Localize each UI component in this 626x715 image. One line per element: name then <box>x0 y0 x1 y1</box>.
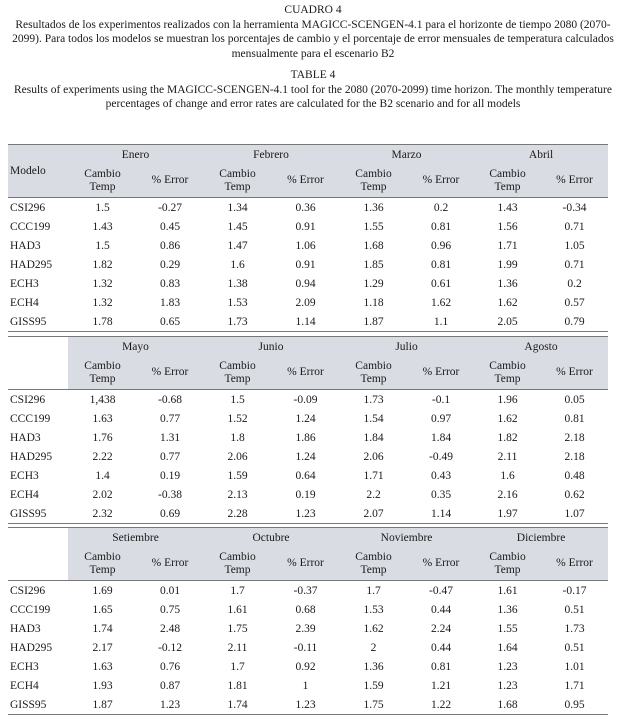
cambio-temp-cell: 1.73 <box>203 312 272 332</box>
model-name: CCC199 <box>10 220 51 233</box>
temp-label: Temp <box>360 563 387 576</box>
error-header: % Error <box>137 164 203 198</box>
cambio-temp-header <box>203 164 272 198</box>
cambio-label: Cambio <box>84 550 121 563</box>
error-cell: 1.22 <box>408 695 474 715</box>
error-cell: 0.64 <box>295 469 316 482</box>
model-column-header <box>8 337 68 390</box>
cambio-temp-cell: 1.82 <box>92 258 113 271</box>
month-header: Enero <box>68 145 203 165</box>
cambio-temp-cell: 1.73 <box>363 393 384 406</box>
cambio-temp-cell: 1.7 <box>230 660 245 673</box>
error-cell: 1.86 <box>295 431 316 444</box>
error-cell: 0.65 <box>137 312 203 332</box>
error-cell: 0.48 <box>564 469 585 482</box>
error-cell: -0.1 <box>431 393 451 406</box>
table-block-2 <box>8 336 608 524</box>
cambio-temp-cell: 2.11 <box>497 450 518 463</box>
error-header: % Error <box>541 164 608 198</box>
cambio-temp-cell: 1.81 <box>227 679 248 692</box>
error-cell: 1.24 <box>295 450 316 463</box>
error-header: % Error <box>272 164 339 198</box>
model-name: ECH3 <box>10 660 39 673</box>
cambio-label: Cambio <box>355 550 392 563</box>
model-name: HAD3 <box>10 239 41 252</box>
cambio-temp-cell: 2.02 <box>92 488 113 501</box>
table-row <box>8 428 608 447</box>
temp-label: Temp <box>360 180 387 193</box>
month-header-row <box>8 528 608 548</box>
cambio-label: Cambio <box>219 359 256 372</box>
error-cell: 0.29 <box>159 258 181 271</box>
error-cell: 2.24 <box>430 622 452 635</box>
error-cell: 0.35 <box>430 488 452 501</box>
error-cell: 1.23 <box>137 695 203 715</box>
month-header: Julio <box>339 337 474 357</box>
error-cell: 0.77 <box>159 450 181 463</box>
month-header: Setiembre <box>68 528 203 548</box>
caption-en-title: TABLE 4 <box>290 69 336 81</box>
cambio-temp-cell: 1.36 <box>497 277 518 290</box>
table-row <box>8 236 608 255</box>
error-cell: 2.09 <box>295 296 316 309</box>
error-cell: 1.07 <box>541 504 608 524</box>
month-header-row <box>8 145 608 165</box>
model-column-header <box>8 528 68 581</box>
model-name: ECH3 <box>10 469 39 482</box>
cambio-temp-cell: 1.78 <box>68 312 137 332</box>
model-name: HAD295 <box>10 450 53 463</box>
cambio-temp-header <box>339 547 408 581</box>
error-cell: 0.01 <box>159 584 181 597</box>
error-cell: 0.2 <box>567 277 582 290</box>
cambio-temp-cell: 1.87 <box>68 695 137 715</box>
cambio-temp-cell: 1.68 <box>363 239 384 252</box>
model-name: HAD295 <box>10 258 53 271</box>
cambio-temp-cell: 1.61 <box>497 584 518 597</box>
table-row <box>8 390 608 410</box>
month-header: Mayo <box>68 337 203 357</box>
error-cell: 2.39 <box>295 622 316 635</box>
error-cell: 0.87 <box>159 679 181 692</box>
cambio-temp-cell: 1.62 <box>363 622 384 635</box>
model-name: CCC199 <box>10 412 51 425</box>
error-cell: 0.61 <box>430 277 452 290</box>
temp-label: Temp <box>224 180 251 193</box>
temp-label: Temp <box>89 563 116 576</box>
error-header: % Error <box>408 356 474 390</box>
model-name: HAD295 <box>10 641 53 654</box>
cambio-label: Cambio <box>489 167 526 180</box>
error-cell: 1.31 <box>159 431 181 444</box>
error-header: % Error <box>137 547 203 581</box>
table-row <box>8 255 608 274</box>
error-cell: 0.62 <box>564 488 585 501</box>
cambio-temp-cell: 1.63 <box>92 660 113 673</box>
error-cell: 0.81 <box>430 660 452 673</box>
model-name: HAD3 <box>10 431 41 444</box>
table-row <box>8 619 608 638</box>
error-cell: 0.91 <box>295 258 316 271</box>
caption-es-title: CUADRO 4 <box>284 4 342 16</box>
cambio-temp-header <box>339 356 408 390</box>
temp-label: Temp <box>89 180 116 193</box>
cambio-temp-cell: 1.59 <box>363 679 384 692</box>
model-name: GISS95 <box>8 504 68 524</box>
model-name: CSI296 <box>10 584 46 597</box>
model-name: GISS95 <box>8 695 68 715</box>
table-row <box>8 485 608 504</box>
cambio-temp-cell: 2.32 <box>68 504 137 524</box>
cambio-temp-cell: 1.71 <box>363 469 384 482</box>
cambio-temp-cell: 1.55 <box>363 220 384 233</box>
error-cell: 0.95 <box>541 695 608 715</box>
cambio-temp-cell: 1.62 <box>497 412 518 425</box>
error-cell: 1.23 <box>272 504 339 524</box>
cambio-temp-header <box>474 356 541 390</box>
error-cell: 0.51 <box>564 641 585 654</box>
error-header: % Error <box>272 547 339 581</box>
error-cell: -0.37 <box>293 584 318 597</box>
cambio-temp-cell: 1.7 <box>230 584 245 597</box>
error-header: % Error <box>408 164 474 198</box>
cambio-temp-cell: 1.32 <box>92 296 113 309</box>
cambio-temp-cell: 1.74 <box>203 695 272 715</box>
cambio-label: Cambio <box>84 359 121 372</box>
error-cell: 0.77 <box>159 412 181 425</box>
temp-label: Temp <box>224 563 251 576</box>
error-cell: -0.38 <box>158 488 182 501</box>
error-cell: 0.44 <box>430 641 452 654</box>
cambio-temp-cell: 1.71 <box>497 239 518 252</box>
cambio-temp-cell: 1.36 <box>363 660 384 673</box>
cambio-temp-cell: 1.34 <box>227 201 248 214</box>
cambio-temp-cell: 1.54 <box>363 412 384 425</box>
error-cell: 0.19 <box>159 469 181 482</box>
error-cell: -0.17 <box>562 584 587 597</box>
table-block-3 <box>8 527 608 715</box>
cambio-temp-cell: 1.74 <box>92 622 113 635</box>
month-header: Abril <box>474 145 608 165</box>
model-name: ECH3 <box>10 277 39 290</box>
cambio-label: Cambio <box>219 167 256 180</box>
error-cell: 0.36 <box>295 201 316 214</box>
table-row <box>8 447 608 466</box>
cambio-temp-cell: 1.53 <box>227 296 248 309</box>
error-cell: 1.06 <box>295 239 316 252</box>
error-cell: 0.83 <box>159 277 181 290</box>
cambio-temp-header <box>203 356 272 390</box>
table-row <box>8 676 608 695</box>
table-row <box>8 293 608 312</box>
error-cell: 1.14 <box>408 504 474 524</box>
temp-label: Temp <box>494 180 521 193</box>
error-header: % Error <box>541 547 608 581</box>
error-cell: 1.23 <box>272 695 339 715</box>
table-row <box>8 217 608 236</box>
month-header-row <box>8 337 608 357</box>
error-header: % Error <box>408 547 474 581</box>
cambio-label: Cambio <box>355 359 392 372</box>
error-cell: 0.91 <box>295 220 316 233</box>
cambio-temp-cell: 2.28 <box>203 504 272 524</box>
error-cell: 0.92 <box>295 660 316 673</box>
cambio-temp-cell: 1.6 <box>500 469 515 482</box>
cambio-temp-cell: 1.43 <box>497 201 518 214</box>
error-cell: 1.01 <box>564 660 585 673</box>
subheader-row <box>8 164 608 198</box>
cambio-label: Cambio <box>84 167 121 180</box>
temp-label: Temp <box>494 563 521 576</box>
model-name: ECH4 <box>10 679 39 692</box>
error-cell: 0.2 <box>433 201 449 214</box>
error-cell: 2.18 <box>564 431 585 444</box>
cambio-temp-header <box>68 356 137 390</box>
error-cell: 0.81 <box>430 258 452 271</box>
cambio-temp-cell: 1.56 <box>497 220 518 233</box>
error-cell: -0.34 <box>562 201 587 214</box>
error-cell: 0.51 <box>564 603 585 616</box>
table-row <box>8 504 608 524</box>
cambio-temp-cell: 1.29 <box>363 277 384 290</box>
cambio-temp-cell: 2 <box>370 641 377 654</box>
error-cell: 1.14 <box>272 312 339 332</box>
cambio-label: Cambio <box>489 359 526 372</box>
cambio-temp-cell: 2.06 <box>227 450 248 463</box>
cambio-temp-cell: 1.45 <box>227 220 248 233</box>
error-cell: 0.69 <box>137 504 203 524</box>
cambio-temp-cell: 1.47 <box>227 239 248 252</box>
cambio-temp-cell: 1.53 <box>363 603 384 616</box>
cambio-temp-cell: 2.17 <box>92 641 113 654</box>
error-cell: -0.27 <box>158 201 182 214</box>
error-cell: 0.86 <box>159 239 181 252</box>
error-cell: 0.71 <box>564 220 585 233</box>
cambio-temp-cell: 1.63 <box>92 412 113 425</box>
error-cell: 1.73 <box>564 622 585 635</box>
cambio-label: Cambio <box>489 550 526 563</box>
month-header: Octubre <box>203 528 339 548</box>
error-header: % Error <box>541 356 608 390</box>
cambio-temp-cell: 1.4 <box>95 469 110 482</box>
cambio-temp-cell: 1.8 <box>230 431 245 444</box>
cambio-temp-cell: 1.6 <box>230 258 245 271</box>
table-row <box>8 198 608 218</box>
cambio-temp-cell: 1.5 <box>95 201 110 214</box>
cambio-temp-header <box>68 164 137 198</box>
model-column-header: Modelo <box>8 145 68 198</box>
month-header: Noviembre <box>339 528 474 548</box>
error-cell: 0.96 <box>430 239 452 252</box>
cambio-temp-cell: 1.23 <box>497 660 518 673</box>
cambio-temp-cell: 2.11 <box>227 641 248 654</box>
error-cell: -0.11 <box>293 641 318 654</box>
cambio-temp-cell: 1.23 <box>497 679 518 692</box>
model-name: CCC199 <box>10 603 51 616</box>
cambio-label: Cambio <box>219 550 256 563</box>
error-cell: -0.09 <box>293 393 318 406</box>
month-header: Febrero <box>203 145 339 165</box>
cambio-temp-header <box>68 547 137 581</box>
month-header: Junio <box>203 337 339 357</box>
table-row <box>8 657 608 676</box>
cambio-temp-cell: 1.65 <box>92 603 113 616</box>
subheader-row <box>8 356 608 390</box>
cambio-temp-cell: 1.99 <box>497 258 518 271</box>
error-cell: -0.68 <box>158 393 182 406</box>
cambio-temp-header <box>339 164 408 198</box>
cambio-temp-cell: 1.18 <box>363 296 384 309</box>
cambio-temp-cell: 1.93 <box>92 679 113 692</box>
error-header: % Error <box>137 356 203 390</box>
cambio-temp-header <box>474 547 541 581</box>
cambio-temp-cell: 2.2 <box>366 488 381 501</box>
error-cell: -0.49 <box>429 450 453 463</box>
cambio-temp-cell: 2.06 <box>363 450 384 463</box>
cambio-temp-cell: 1.36 <box>497 603 518 616</box>
cambio-temp-cell: 2.22 <box>92 450 113 463</box>
cambio-temp-cell: 1.68 <box>474 695 541 715</box>
table-row <box>8 581 608 601</box>
cambio-temp-cell: 1.36 <box>363 201 384 214</box>
error-cell: -0.47 <box>429 584 453 597</box>
cambio-temp-cell: 1.55 <box>497 622 518 635</box>
cambio-temp-cell: 1.82 <box>497 431 518 444</box>
error-cell: 0.76 <box>159 660 181 673</box>
table-row <box>8 600 608 619</box>
cambio-temp-cell: 1.59 <box>227 469 248 482</box>
cambio-temp-cell: 1.76 <box>92 431 113 444</box>
error-cell: 0.44 <box>430 603 452 616</box>
error-cell: 1.62 <box>430 296 452 309</box>
temp-label: Temp <box>360 372 387 385</box>
month-header: Diciembre <box>474 528 608 548</box>
model-name: CSI296 <box>10 393 46 406</box>
error-cell: 1.21 <box>430 679 452 692</box>
error-cell: 1.84 <box>430 431 452 444</box>
caption-en-text: Results of experiments using the MAGICC-SCENGEN-4.1 tool for the 2080 (2070-2099) time horizon. The monthly temperature percentages of change and error rates are calculated for the B2 scenario and for all models <box>13 83 612 110</box>
cambio-temp-cell: 2.07 <box>339 504 408 524</box>
table-row <box>8 312 608 332</box>
error-header: % Error <box>272 356 339 390</box>
error-cell: 0.43 <box>430 469 452 482</box>
cambio-temp-cell: 2.13 <box>227 488 248 501</box>
cambio-temp-cell: 1.61 <box>227 603 248 616</box>
cambio-temp-cell: 1.7 <box>366 584 381 597</box>
cambio-temp-cell: 1.84 <box>363 431 384 444</box>
error-cell: 0.45 <box>159 220 181 233</box>
cambio-temp-cell: 1.52 <box>227 412 248 425</box>
error-cell: 0.75 <box>159 603 181 616</box>
cambio-temp-cell: 1.62 <box>497 296 518 309</box>
error-cell: 0.81 <box>430 220 452 233</box>
error-cell: 1 <box>302 679 309 692</box>
cambio-temp-cell: 2.05 <box>474 312 541 332</box>
error-cell: 2.48 <box>159 622 181 635</box>
cambio-temp-cell: 1.32 <box>92 277 113 290</box>
error-cell: 0.71 <box>564 258 585 271</box>
cambio-temp-cell: 1.75 <box>339 695 408 715</box>
model-name: GISS95 <box>8 312 68 332</box>
table-block-1 <box>8 144 608 332</box>
error-cell: 0.94 <box>295 277 316 290</box>
cambio-temp-cell: 1,438 <box>89 393 116 406</box>
cambio-label: Cambio <box>355 167 392 180</box>
month-header: Agosto <box>474 337 608 357</box>
cambio-temp-header <box>203 547 272 581</box>
error-cell: 2.18 <box>564 450 585 463</box>
error-cell: 0.19 <box>295 488 316 501</box>
error-cell: 0.81 <box>564 412 585 425</box>
cambio-temp-cell: 1.5 <box>230 393 245 406</box>
subheader-row <box>8 547 608 581</box>
cambio-temp-cell: 1.97 <box>474 504 541 524</box>
cambio-temp-cell: 1.87 <box>339 312 408 332</box>
cambio-temp-cell: 1.69 <box>92 584 113 597</box>
error-cell: 1.83 <box>159 296 181 309</box>
temp-label: Temp <box>89 372 116 385</box>
model-name: ECH4 <box>10 296 39 309</box>
temp-label: Temp <box>224 372 251 385</box>
error-cell: 1.1 <box>408 312 474 332</box>
table-row <box>8 409 608 428</box>
cambio-temp-cell: 1.5 <box>95 239 110 252</box>
error-cell: 0.57 <box>564 296 585 309</box>
error-cell: 0.97 <box>430 412 452 425</box>
cambio-temp-cell: 1.64 <box>497 641 518 654</box>
model-name: ECH4 <box>10 488 39 501</box>
cambio-temp-cell: 1.75 <box>227 622 248 635</box>
table-row <box>8 466 608 485</box>
table-row <box>8 638 608 657</box>
cambio-temp-cell: 1.85 <box>363 258 384 271</box>
error-cell: 1.24 <box>295 412 316 425</box>
cambio-temp-cell: 1.43 <box>92 220 113 233</box>
cambio-temp-cell: 2.16 <box>497 488 518 501</box>
error-cell: 0.68 <box>295 603 316 616</box>
table-row <box>8 274 608 293</box>
error-cell: -0.12 <box>158 641 182 654</box>
error-cell: 0.79 <box>541 312 608 332</box>
error-cell: 0.05 <box>564 393 585 406</box>
temp-label: Temp <box>494 372 521 385</box>
cambio-temp-cell: 1.96 <box>497 393 518 406</box>
caption-es-text: Resultados de los experimentos realizados con la herramienta MAGICC-SCENGEN-4.1 para el horizonte de tiempo 2080 (2070-2099). Para todos los modelos se muestran los porcentajes de cambio y el porcentaje de error mensuales de temperatura calculados mensualmente para el escenario B2 <box>12 18 614 60</box>
model-name: CSI296 <box>10 201 46 214</box>
cambio-temp-header <box>474 164 541 198</box>
error-cell: 1.05 <box>564 239 585 252</box>
model-name: HAD3 <box>10 622 41 635</box>
month-header: Marzo <box>339 145 474 165</box>
cambio-temp-cell: 1.38 <box>227 277 248 290</box>
table-caption <box>0 0 626 112</box>
error-cell: 1.71 <box>564 679 585 692</box>
